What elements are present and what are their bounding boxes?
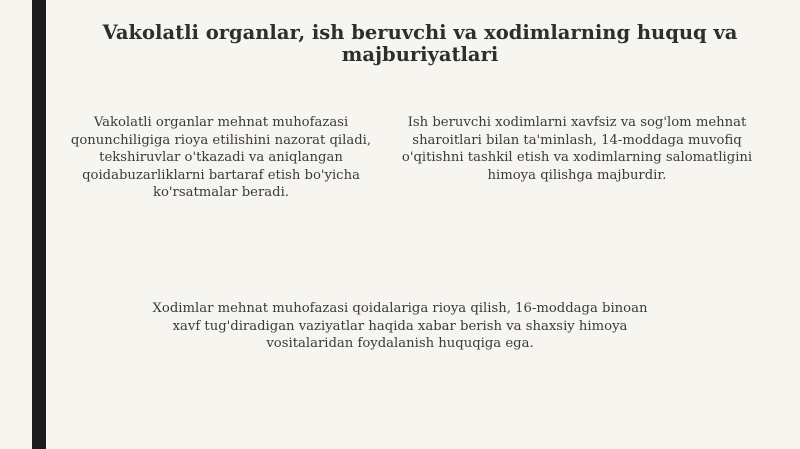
- authorities-paragraph: Vakolatli organlar mehnat muhofazasi qonunchiligiga rioya etilishini nazorat qiladi, tekshiruvlar o'tkazadi va aniqlangan qoidabuzarliklarni bartaraf etish bo'yicha ko'rsatmalar beradi.: [70, 115, 372, 200]
- accent-bar: [32, 0, 46, 449]
- employer-paragraph: Ish beruvchi xodimlarni xavfsiz va sog'lom mehnat sharoitlari bilan ta'minlash, 14-moddaga muvofiq o'qitishni tashkil etish va xodimlarning salomatligini himoya qilishga majburdir.: [401, 115, 753, 183]
- employees-paragraph: Xodimlar mehnat muhofazasi qoidalariga rioya qilish, 16-moddaga binoan xavf tug'diradigan vaziyatlar haqida xabar berish va shaxsiy himoya vositalaridan foydalanish huquqiga ega.: [152, 301, 648, 351]
- slide-title: Vakolatli organlar, ish beruvchi va xodimlarning huquq va majburiyatlari: [102, 21, 738, 66]
